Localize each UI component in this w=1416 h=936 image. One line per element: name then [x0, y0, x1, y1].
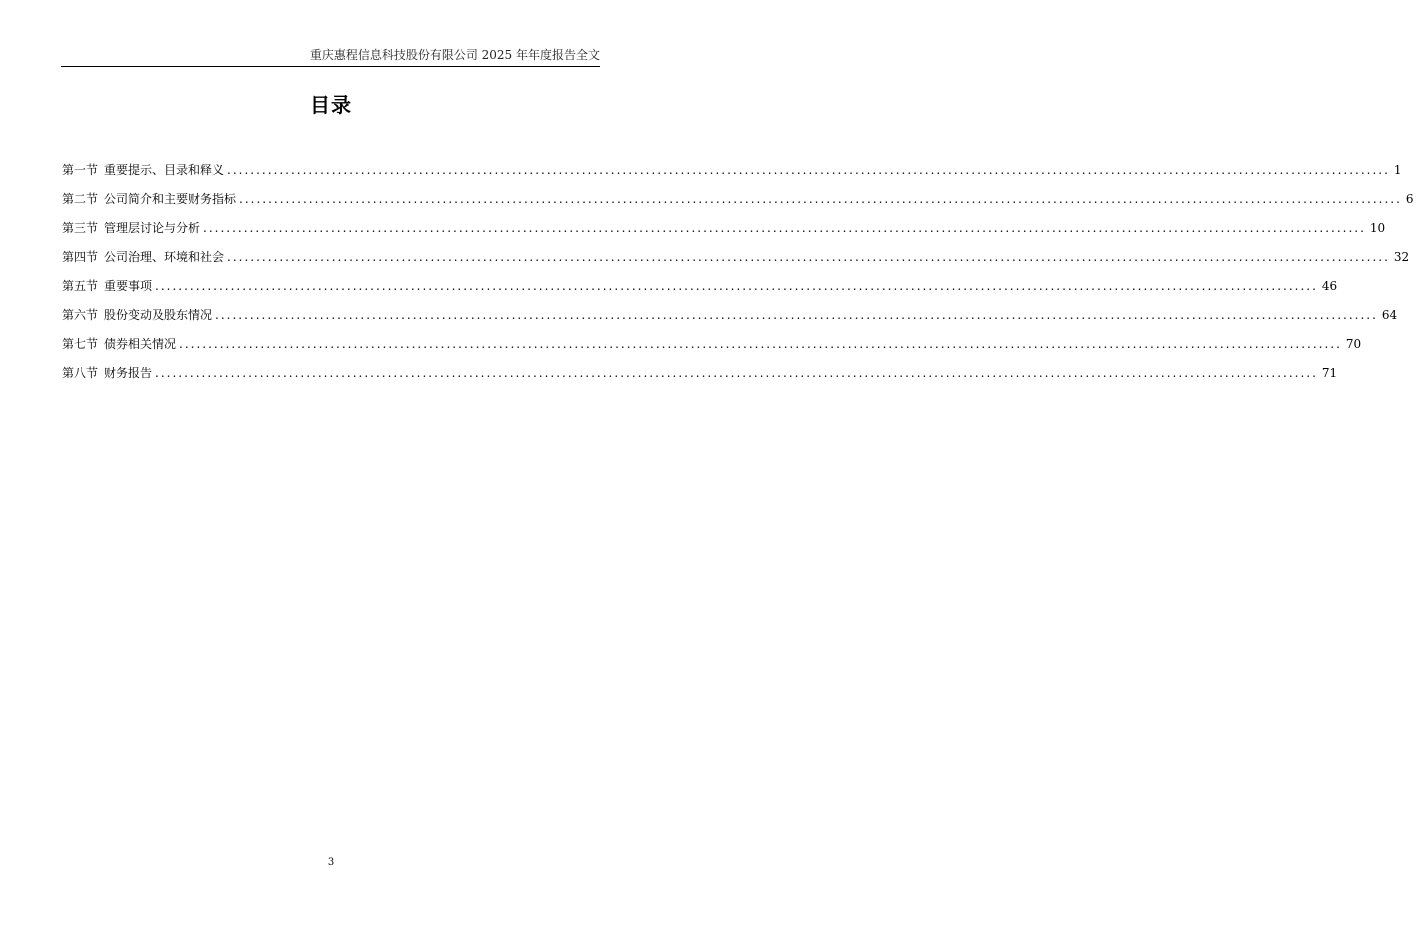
toc-dot-leader: ........................................................................................................................................................................................................ [179, 337, 1342, 351]
toc-section-title: 管理层讨论与分析 [104, 221, 201, 235]
toc-page-number: 46 [1321, 279, 1338, 293]
toc-section-title: 财务报告 [104, 366, 153, 380]
toc-dot-leader: ........................................................................................................................................................................................................ [155, 366, 1318, 380]
toc-entry[interactable] [62, 160, 1402, 189]
toc-section-number: 第五节 [62, 279, 99, 293]
toc-entry[interactable] [62, 189, 1414, 218]
toc-dot-leader: ........................................................................................................................................................................................................ [227, 163, 1390, 177]
toc-section-number: 第八节 [62, 366, 99, 380]
toc-section-title: 股份变动及股东情况 [104, 308, 213, 322]
toc-page-number: 10 [1369, 221, 1386, 235]
table-of-contents [62, 160, 1414, 392]
toc-page-number: 6 [1405, 192, 1414, 206]
toc-dot-leader: ........................................................................................................................................................................................................ [239, 192, 1402, 206]
toc-section-title: 公司治理、环境和社会 [104, 250, 225, 264]
toc-section-title: 债券相关情况 [104, 337, 177, 351]
toc-section-title: 重要事项 [104, 279, 153, 293]
toc-entry[interactable] [62, 305, 1398, 334]
toc-section-number: 第四节 [62, 250, 99, 264]
toc-page-number: 1 [1393, 163, 1402, 177]
toc-page-number: 71 [1321, 366, 1338, 380]
toc-section-title: 公司简介和主要财务指标 [104, 192, 237, 206]
toc-dot-leader: ........................................................................................................................................................................................................ [155, 279, 1318, 293]
toc-page-number: 70 [1345, 337, 1362, 351]
toc-section-number: 第七节 [62, 337, 99, 351]
header-divider [61, 66, 600, 67]
toc-section-number: 第六节 [62, 308, 99, 322]
toc-dot-leader: ........................................................................................................................................................................................................ [203, 221, 1366, 235]
toc-section-number: 第一节 [62, 163, 99, 177]
toc-entry[interactable] [62, 363, 1338, 392]
toc-dot-leader: ........................................................................................................................................................................................................ [227, 250, 1390, 264]
page-title: 目录 [310, 93, 352, 117]
toc-section-title: 重要提示、目录和释义 [104, 163, 225, 177]
running-header: 重庆惠程信息科技股份有限公司 2025 年年度报告全文 [309, 48, 600, 62]
toc-page-number: 64 [1381, 308, 1398, 322]
toc-page-number: 32 [1393, 250, 1410, 264]
toc-section-number: 第三节 [62, 221, 99, 235]
toc-entry[interactable] [62, 247, 1410, 276]
toc-entry[interactable] [62, 218, 1386, 247]
footer-page-number: 3 [327, 857, 335, 868]
toc-dot-leader: ........................................................................................................................................................................................................ [215, 308, 1378, 322]
toc-entry[interactable] [62, 276, 1338, 305]
toc-section-number: 第二节 [62, 192, 99, 206]
toc-entry[interactable] [62, 334, 1362, 363]
